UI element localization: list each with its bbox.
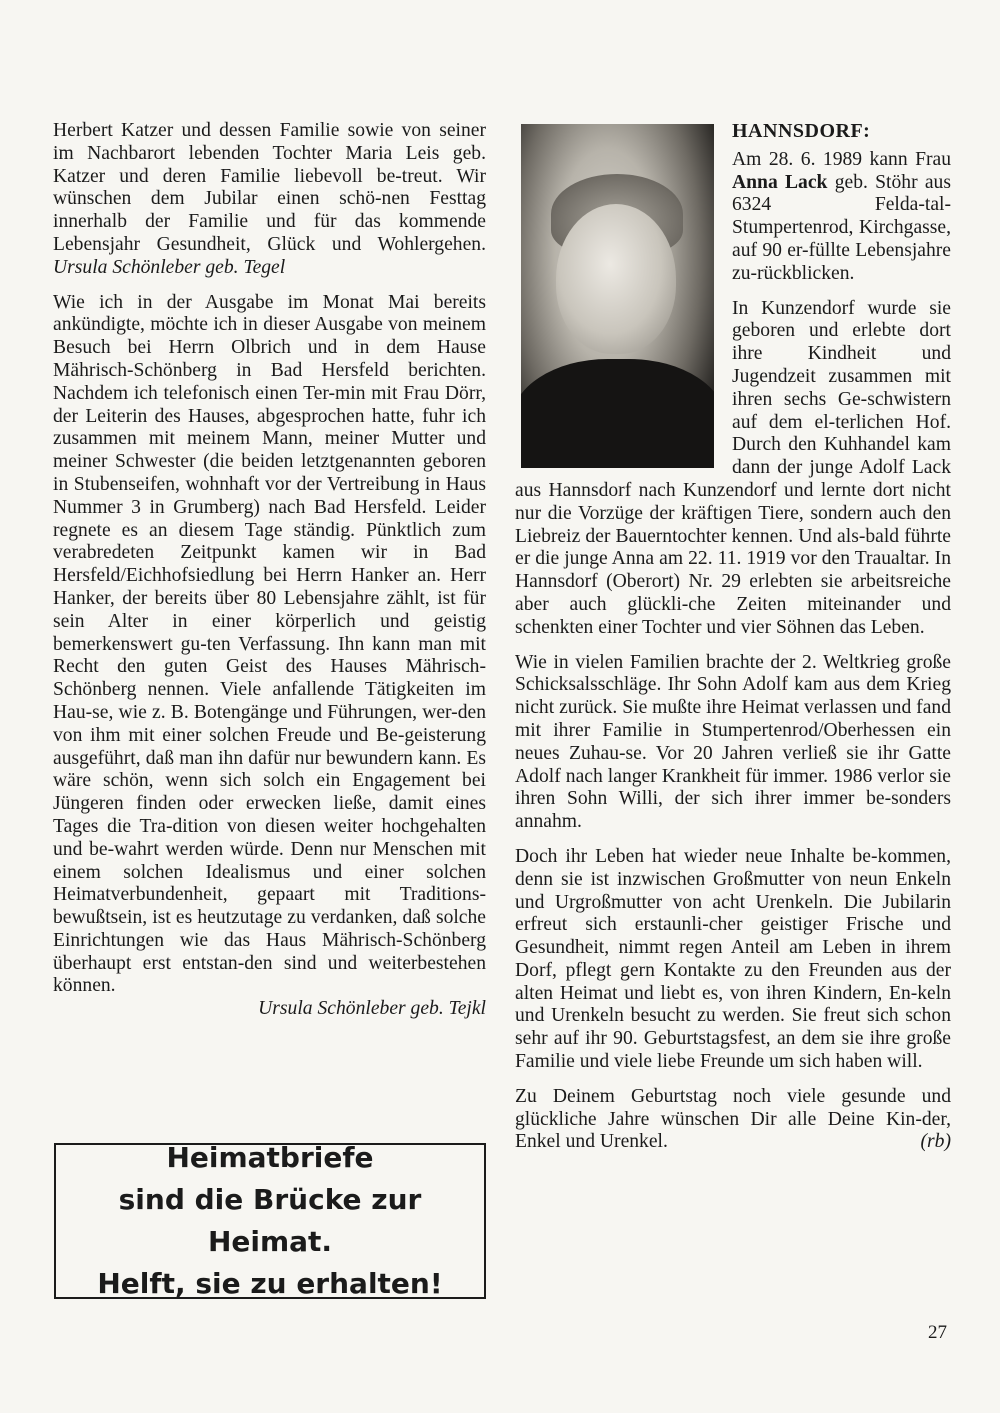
left-column (53, 120, 486, 1033)
portrait-dress (521, 359, 714, 468)
right-column (515, 120, 951, 1166)
right-paragraph-2: In Kunzendorf wurde sie geboren und erlebte dort ihre Kindheit und Jugendzeit zusammen mit ihren sechs Ge-schwistern auf dem el-terlichen Hof. Durch den Kuhhandel kam dann der junge Adolf Lack aus Hannsdorf nach Kunzendorf und lernte dort nicht nur die Vorzüge der kräftigen Tiere, sondern auch den Liebreiz der Bauerntochter kennen. Und als-bald führte er die junge Anna am 22. 11. 1919 vor den Traualtar. In Hannsdorf (Oberort) Nr. 29 erlebten sie arbeitsreiche aber auch glückli-che Zeiten miteinander und schenkten einer Tochter und vier Söhnen das Leben. (515, 297, 951, 638)
signature-tejkl: Ursula Schönleber geb. Tejkl (258, 998, 486, 1020)
notice-line-3: Helft, sie zu erhalten! (97, 1267, 443, 1300)
left-paragraph-1: Herbert Katzer und dessen Familie sowie von seiner im Nachbarort lebenden Tochter Maria Leis geb. Katzer und deren Familie liebevoll be-treut. Wir wünschen dem Jubilar einen schö-nen Festtag innerhalb der Familie und für das kommende Lebensjahr Gesundheit, Glück und Wohlergehen. Ursula Schönleber geb. Tegel (53, 120, 486, 278)
jubilarin-name: Anna Lack (732, 171, 828, 193)
section-heading: HANNSDORF: (732, 120, 871, 142)
right-paragraph-5: Zu Deinem Geburtstag noch viele gesunde und glückliche Jahre wünschen Dir alle Deine Kin-der, Enkel und Urenkel. (rb) (515, 1085, 951, 1153)
portrait-photo (521, 124, 714, 468)
signature-rb: (rb) (920, 1131, 951, 1153)
left-paragraph-2: Wie ich in der Ausgabe im Monat Mai bereits ankündigte, möchte ich in dieser Ausgabe von meinem Besuch bei Herrn Olbrich und in dem Hause Mährisch-Schönberg in Bad Hersfeld berichten. Nachdem ich telefonisch einen Ter-min mit Frau Dörr, der Leiterin des Hauses, abgesprochen hatte, fuhr ich zusammen mit meinem Mann, meiner Mutter und meiner Schwester (die beiden letztgenannten geboren in Stubenseifen, wohnhaft vor der Vertreibung in Haus Nummer 3 in Grumberg) nach Bad Hersfeld. Leider regnete es an diesem Tage ständig. Pünktlich zum verabredeten Zeitpunkt kamen wir in Bad Hersfeld/Eichhofsiedlung bei Herrn Hanker an. Herr Hanker, der bereits über 80 Lebensjahre zählt, ist für sein Alter in einer körperlich und geistig bemerkenswert gu-ten Verfassung. Ihn kann man mit Recht den guten Geist des Hauses Mährisch-Schönberg nennen. Viele anfallende Tätigkeiten im Hau-se, wie z. B. Botengänge und Führungen, wer-den von ihm mit einer solchen Freude und Be-geisterung ausgeführt, daß man ihn dafür nur bewundern kann. Es wäre schön, wenn sich solch ein Engagement bei Jüngeren finden oder erwecken ließe, damit eines Tages die Tra-dition von diesen weiter hochgehalten und be-wahrt werden würde. Denn nur Menschen mit einem solchen Idealismus und einer solchen Heimatverbundenheit, gepaart mit Traditions-bewußtsein, ist es heutzutage zu verdanken, daß solche Einrichtungen wie das Haus Mährisch-Schönberg überhaupt erst entstan-den sind und weiterbestehen können. (53, 291, 486, 997)
notice-box (54, 1143, 486, 1299)
page-number: 27 (928, 1322, 947, 1343)
portrait-face (556, 204, 676, 354)
signature-tegel: Ursula Schönleber geb. Tegel (53, 256, 286, 278)
notice-line-2: sind die Brücke zur Heimat. (118, 1183, 422, 1258)
right-paragraph-4: Doch ihr Leben hat wieder neue Inhalte be-kommen, denn sie ist inzwischen Großmutter von neun Enkeln und Urgroßmutter von acht Urenkeln. Die Jubilarin erfreut sich erstaunli-cher geistiger Frische und Gesundheit, nimmt regen Anteil am Leben in ihrem Dorf, pflegt gern Kontakte zu den Freunden aus der alten Heimat und liebt es, von ihren Kindern, En-keln und Urenkeln besucht zu werden. Sie freut sich schon sehr auf ihr 90. Geburtstagsfest, an dem sie ihre große Familie und viele liebe Freunde um sich haben will. (515, 845, 951, 1073)
right-paragraph-3: Wie in vielen Familien brachte der 2. Weltkrieg große Schicksalsschläge. Ihr Sohn Adolf kam aus dem Krieg nicht zurück. Sie mußte ihre Heimat verlassen und fand mit ihrer Familie in Stumpertenrod/Oberhessen ein neues Zuhau-se. Vor 20 Jahren verließ sie ihr Gatte Adolf nach langer Krankheit für immer. 1986 verlor sie ihren Sohn Willi, der sich ihrer immer be-sonders annahm. (515, 651, 951, 833)
right-intro: Am 28. 6. 1989 kann Frau Anna Lack geb. Stöhr aus 6324 Felda-tal-Stumpertenrod, Kirchgasse, auf 90 er-füllte Lebensjahre zu-rückblicken. (732, 148, 951, 284)
notice-line-1: Heimatbriefe (166, 1141, 374, 1174)
